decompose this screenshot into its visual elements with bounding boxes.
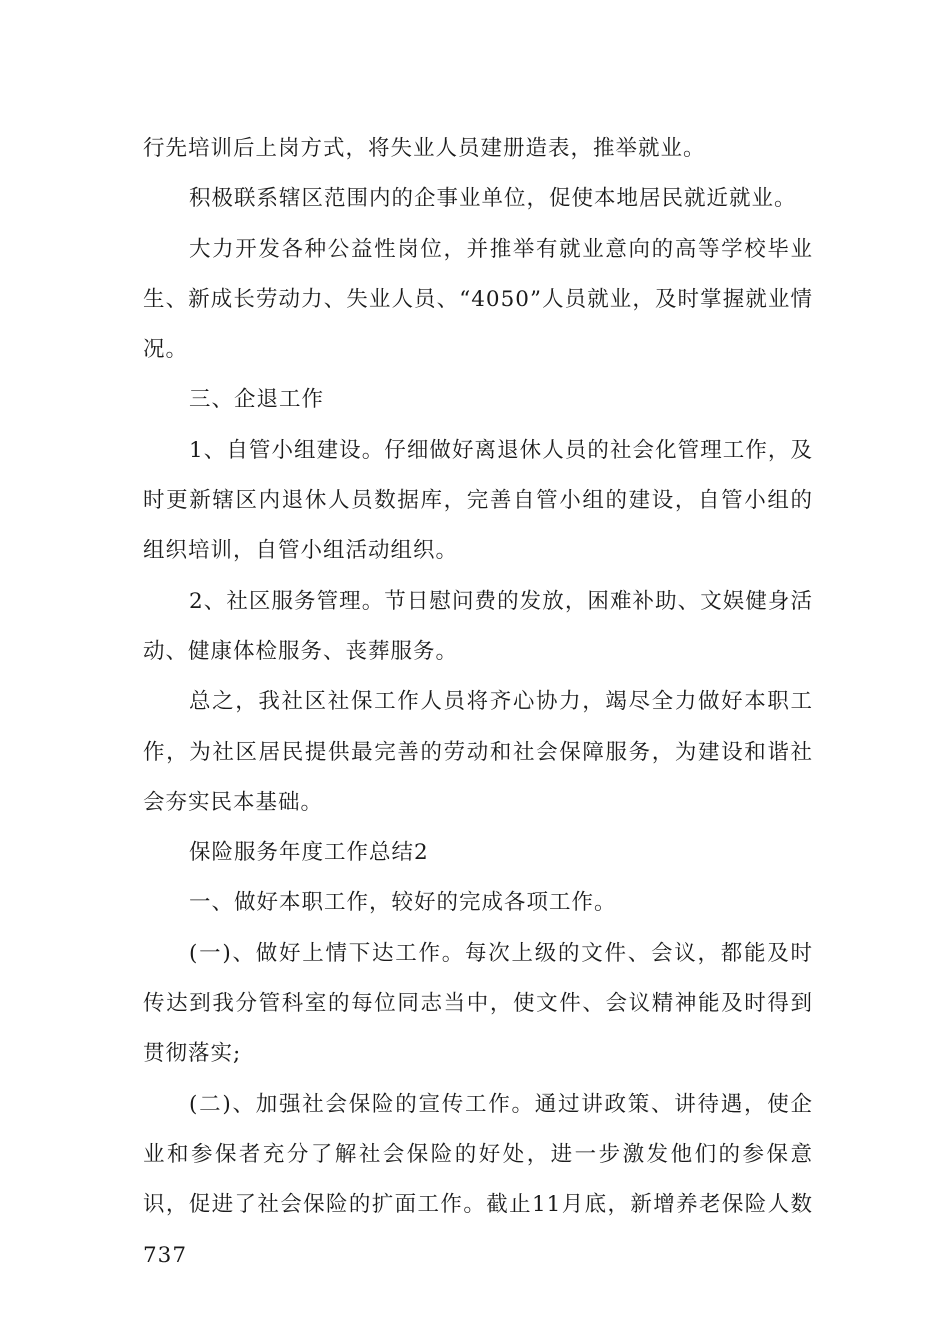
paragraph-community-service: 2、社区服务管理。节日慰问费的发放，困难补助、文娱健身活动、健康体检服务、丧葬服务。 <box>143 588 813 664</box>
document-body <box>143 124 813 1281</box>
paragraph-communication: (一)、做好上情下达工作。每次上级的文件、会议，都能及时传达到我分管科室的每位同志当中，使文件、会议精神能及时得到贯彻落实; <box>143 940 813 1067</box>
document-subtitle-summary-2: 保险服务年度工作总结2 <box>189 840 429 866</box>
paragraph-enterprise-contact: 积极联系辖区范围内的企事业单位，促使本地居民就近就业。 <box>189 186 797 212</box>
paragraph-conclusion: 总之，我社区社保工作人员将齐心协力，竭尽全力做好本职工作，为社区居民提供最完善的劳动和社会保障服务，为建设和谐社会夯实民本基础。 <box>143 689 813 815</box>
paragraph-public-welfare-jobs: 大力开发各种公益性岗位，并推举有就业意向的高等学校毕业生、新成长劳动力、失业人员、“4050”人员就业，及时掌握就业情况。 <box>143 236 813 363</box>
section-heading-retirement-work: 三、企退工作 <box>189 387 325 413</box>
paragraph-self-management-groups: 1、自管小组建设。仔细做好离退休人员的社会化管理工作，及时更新辖区内退休人员数据库，完善自管小组的建设，自管小组的组织培训，自管小组活动组织。 <box>143 437 813 564</box>
section-heading-duties: 一、做好本职工作，较好的完成各项工作。 <box>189 890 617 916</box>
paragraph-continuation: 行先培训后上岗方式，将失业人员建册造表，推举就业。 <box>143 136 706 161</box>
paragraph-insurance-publicity: (二)、加强社会保险的宣传工作。通过讲政策、讲待遇，使企业和参保者充分了解社会保险的好处，进一步激发他们的参保意识，促进了社会保险的扩面工作。截止11月底，新增养老保险人数737 <box>143 1091 813 1268</box>
